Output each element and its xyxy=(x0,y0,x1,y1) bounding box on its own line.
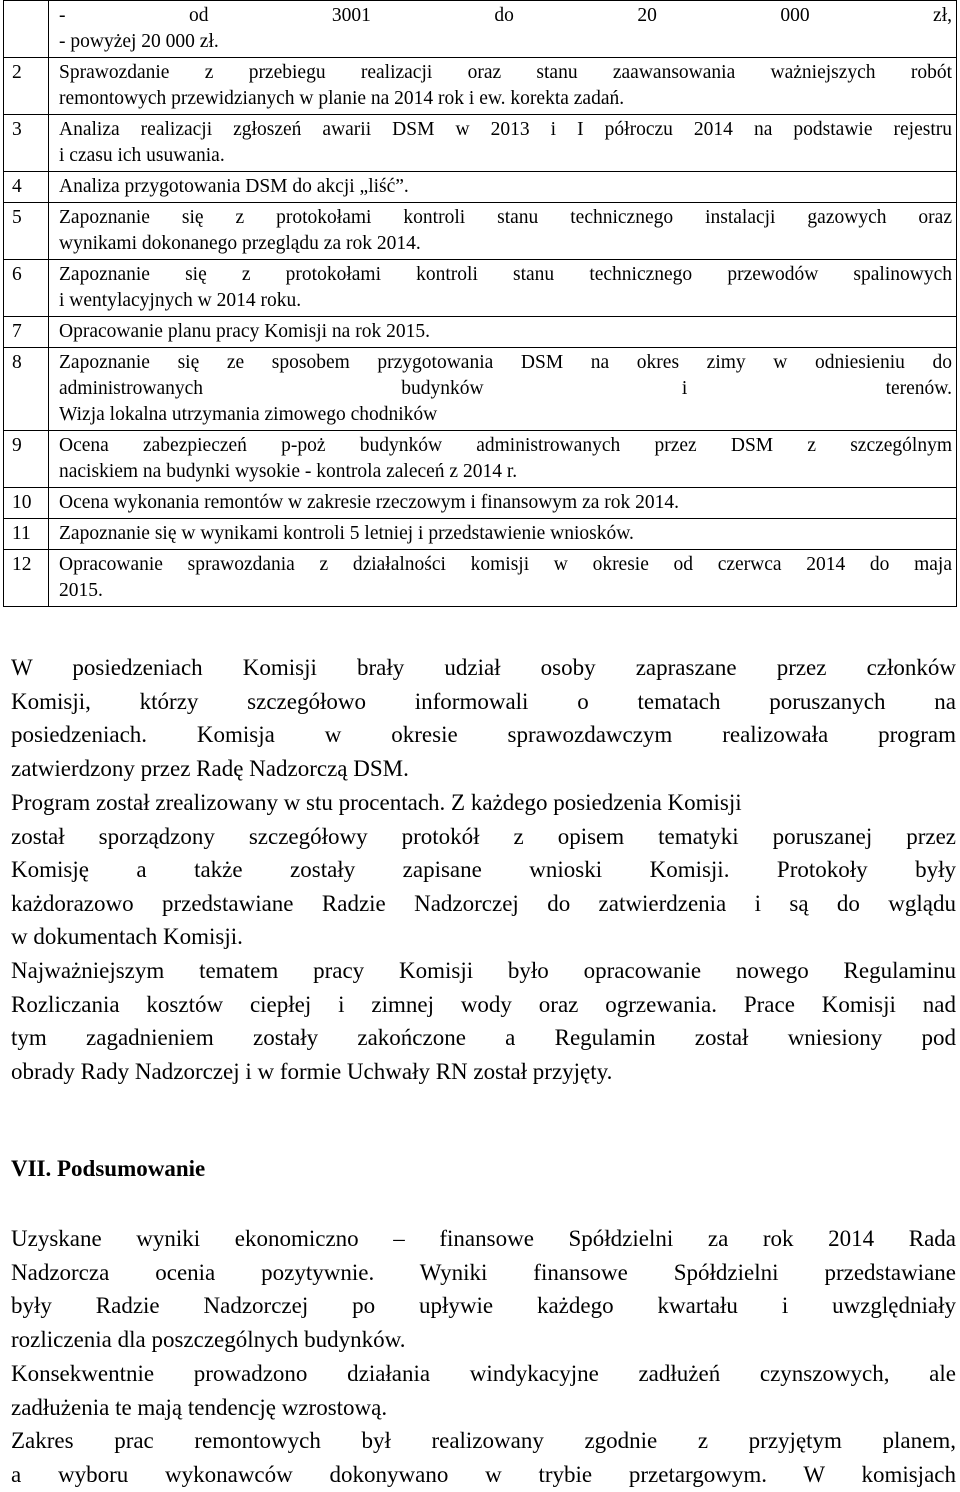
text-line: obrady Rady Nadzorczej i w formie Uchwały RN został przyjęty. xyxy=(11,1058,613,1084)
row-number: 7 xyxy=(4,317,49,348)
text-line: posiedzeniach. Komisja w okresie sprawozdawczym realizowała program xyxy=(11,722,956,748)
row-number xyxy=(4,1,49,58)
table-row xyxy=(4,260,957,317)
row-description-line: remontowych przewidzianych w planie na 2014 rok i ew. korekta zadań. xyxy=(59,88,625,109)
text-line: każdorazowo przedstawiane Radzie Nadzorczej do zatwierdzenia i są do wglądu xyxy=(11,890,956,916)
row-description-line: 2015. xyxy=(59,580,103,601)
row-description-line: Analiza przygotowania DSM do akcji „liść”. xyxy=(59,176,409,197)
paragraph-repairs xyxy=(11,1424,956,1491)
row-description xyxy=(49,431,957,488)
row-description xyxy=(49,1,957,58)
row-description-line: Zapoznanie się ze sposobem przygotowania DSM na okres zimy w odniesieniu do xyxy=(59,352,952,373)
row-description xyxy=(49,115,957,172)
table-row xyxy=(4,203,957,260)
row-number: 12 xyxy=(4,550,49,607)
row-description-line: Zapoznanie się w wynikami kontroli 5 letniej i przedstawienie wniosków. xyxy=(59,523,634,544)
row-description xyxy=(49,519,957,550)
text-line: Uzyskane wyniki ekonomiczno – finansowe Spółdzielni za rok 2014 Rada xyxy=(11,1226,956,1251)
row-number: 5 xyxy=(4,203,49,260)
table-row xyxy=(4,1,957,58)
row-description xyxy=(49,58,957,115)
row-description xyxy=(49,348,957,431)
row-description-line: Opracowanie sprawozdania z działalności komisji w okresie od czerwca 2014 do maja xyxy=(59,554,952,575)
row-description xyxy=(49,172,957,203)
text-line: Konsekwentnie prowadzono działania windykacyjne zadłużeń czynszowych, ale xyxy=(11,1361,956,1386)
row-description-line: - od 3001 do 20 000 zł, xyxy=(59,5,952,26)
table-row xyxy=(4,431,957,488)
row-description xyxy=(49,488,957,519)
text-line: Zakres prac remontowych był realizowany zgodnie z przyjętym planem, xyxy=(11,1428,956,1453)
text-line: Komisję a także zostały zapisane wnioski Komisji. Protokoły były xyxy=(11,857,956,883)
paragraph-program xyxy=(11,786,956,954)
row-description xyxy=(49,317,957,348)
row-description xyxy=(49,550,957,607)
row-number: 8 xyxy=(4,348,49,431)
row-description-line: wynikami dokonanego przeglądu za rok 2014. xyxy=(59,233,421,254)
row-number: 9 xyxy=(4,431,49,488)
text-line: a wyboru wykonawców dokonywano w trybie przetargowym. W komisjach xyxy=(11,1461,956,1487)
text-line: Rozliczania kosztów ciepłej i zimnej wody oraz ogrzewania. Prace Komisji nad xyxy=(11,991,956,1017)
paragraph-debt xyxy=(11,1357,956,1424)
row-description-line: - powyżej 20 000 zł. xyxy=(59,31,219,52)
row-description-line: Analiza realizacji zgłoszeń awarii DSM w 2013 i I półroczu 2014 na podstawie rejestru xyxy=(59,119,952,140)
table-row xyxy=(4,519,957,550)
row-description xyxy=(49,260,957,317)
row-description-line: i czasu ich usuwania. xyxy=(59,145,225,166)
paragraph-regulamin xyxy=(11,954,956,1088)
row-description-line: Zapoznanie się z protokołami kontroli stanu technicznego instalacji gazowych oraz xyxy=(59,207,952,228)
text-line: w dokumentach Komisji. xyxy=(11,924,243,950)
row-description-line: administrowanych budynków i terenów. xyxy=(59,378,952,399)
row-number: 11 xyxy=(4,519,49,550)
tasks-table-body xyxy=(4,1,957,607)
table-row xyxy=(4,348,957,431)
table-row xyxy=(4,172,957,203)
text-line: zadłużenia te mają tendencję wzrostową. xyxy=(11,1394,388,1420)
text-line: został sporządzony szczegółowy protokół z opisem tematyki poruszanej przez xyxy=(11,823,956,849)
text-line: Nadzorcza ocenia pozytywnie. Wyniki finansowe Spółdzielni przedstawiane xyxy=(11,1259,956,1285)
row-description-line: Opracowanie planu pracy Komisji na rok 2015. xyxy=(59,321,430,342)
row-number: 3 xyxy=(4,115,49,172)
paragraph-meetings xyxy=(11,651,956,785)
row-description-line: Ocena zabezpieczeń p-poż budynków administrowanych przez DSM z szczególnym xyxy=(59,435,952,456)
row-number: 4 xyxy=(4,172,49,203)
row-description-line: Zapoznanie się z protokołami kontroli stanu technicznego przewodów spalinowych xyxy=(59,264,952,285)
table-row xyxy=(4,488,957,519)
row-description-line: i wentylacyjnych w 2014 roku. xyxy=(59,290,302,311)
row-number: 10 xyxy=(4,488,49,519)
paragraph-results xyxy=(11,1222,956,1356)
row-description xyxy=(49,203,957,260)
row-number: 6 xyxy=(4,260,49,317)
row-description-line: Ocena wykonania remontów w zakresie rzeczowym i finansowym za rok 2014. xyxy=(59,492,679,513)
text-line: zatwierdzony przez Radę Nadzorczą DSM. xyxy=(11,755,409,781)
table-row xyxy=(4,58,957,115)
row-description-line: Sprawozdanie z przebiegu realizacji oraz stanu zaawansowania ważniejszych robót xyxy=(59,62,952,83)
text-line: W posiedzeniach Komisji brały udział osoby zapraszane przez członków xyxy=(11,655,956,680)
table-row xyxy=(4,317,957,348)
text-line: Najważniejszym tematem pracy Komisji było opracowanie nowego Regulaminu xyxy=(11,958,956,983)
text-line: tym zagadnieniem zostały zakończone a Regulamin został wniesiony pod xyxy=(11,1025,956,1051)
text-line: Program został zrealizowany w stu procentach. Z każdego posiedzenia Komisji xyxy=(11,790,742,815)
row-number: 2 xyxy=(4,58,49,115)
tasks-table xyxy=(3,0,957,607)
text-line: rozliczenia dla poszczególnych budynków. xyxy=(11,1326,406,1352)
table-row xyxy=(4,550,957,607)
section-heading: VII. Podsumowanie xyxy=(11,1156,206,1181)
text-line: Komisji, którzy szczegółowo informowali o tematach poruszanych na xyxy=(11,688,956,714)
row-description-line: Wizja lokalna utrzymania zimowego chodników xyxy=(59,404,438,425)
text-line: były Radzie Nadzorczej po upływie każdego kwartału i uwzględniały xyxy=(11,1293,956,1319)
row-description-line: naciskiem na budynki wysokie - kontrola zaleceń z 2014 r. xyxy=(59,461,518,482)
table-row xyxy=(4,115,957,172)
